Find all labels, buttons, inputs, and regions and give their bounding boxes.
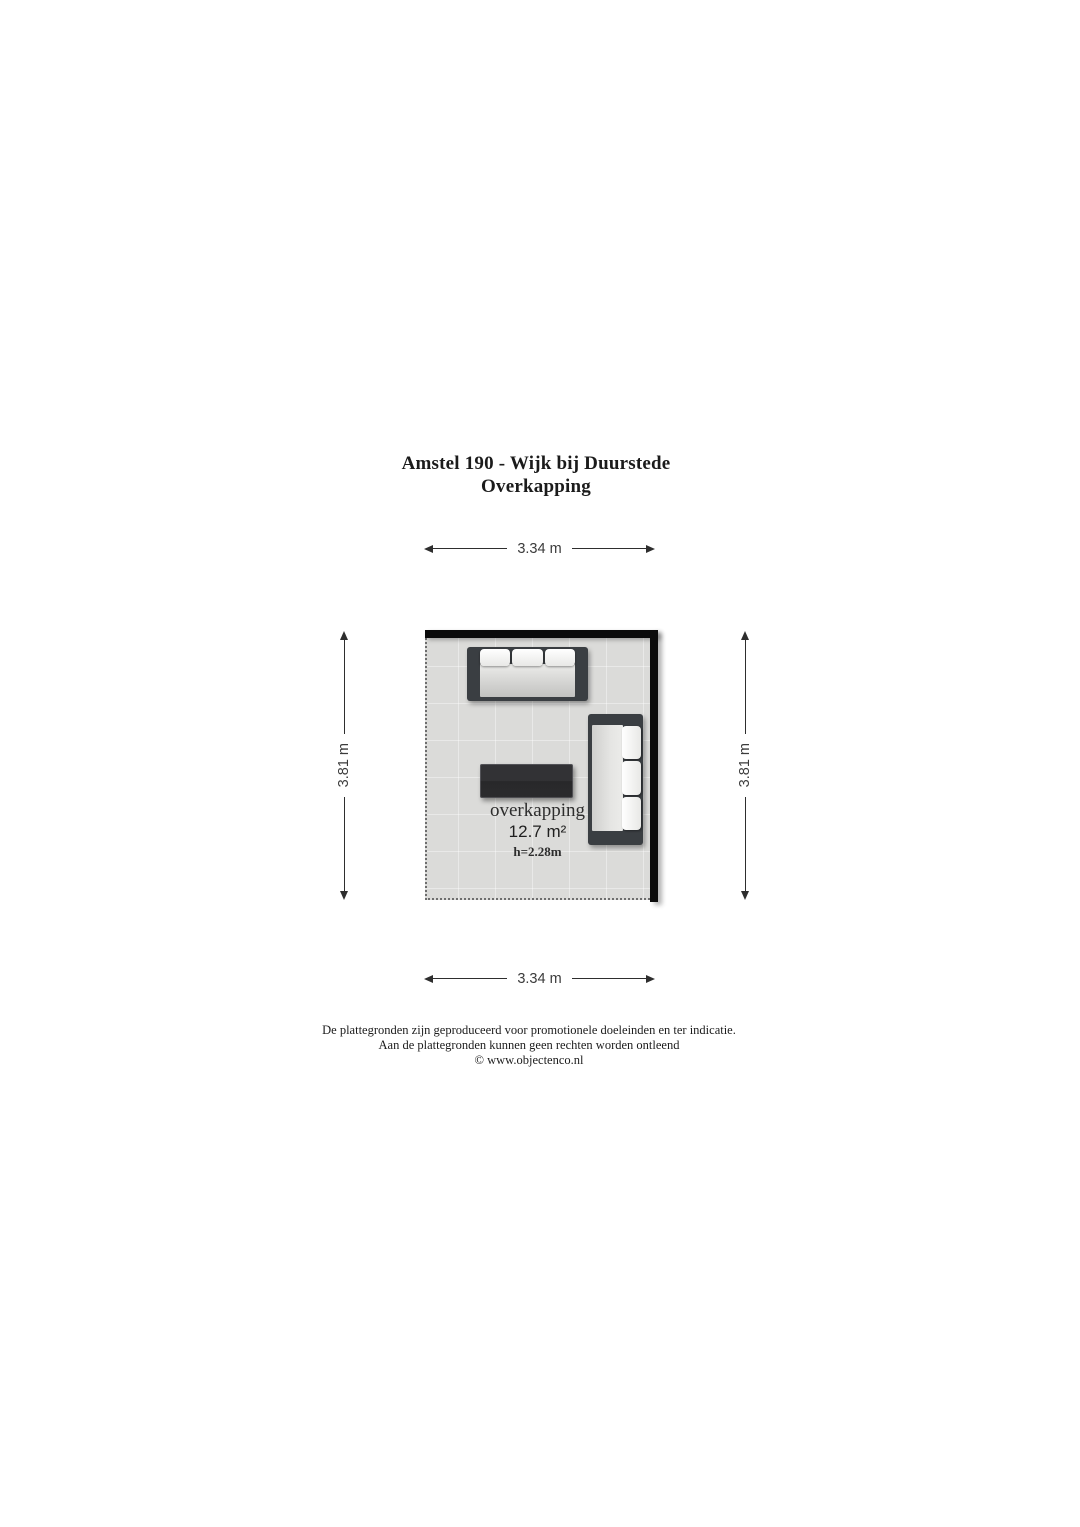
sofa-cushions xyxy=(480,649,575,666)
copyright-line: © www.objectenco.nl xyxy=(474,1053,584,1067)
page-title xyxy=(236,452,836,498)
room-overkapping xyxy=(425,630,658,902)
dimension-line xyxy=(344,640,345,734)
sofa-cushion xyxy=(545,649,575,666)
dimension-left xyxy=(337,631,351,900)
title-floor-name: Overkapping xyxy=(481,476,591,497)
room-area: 12.7 m² xyxy=(508,822,567,841)
dimension-arrowhead-down-icon xyxy=(741,891,749,900)
dimension-arrowhead-up-icon xyxy=(340,631,348,640)
dimension-arrowhead-left-icon xyxy=(424,545,433,553)
sofa-cushion xyxy=(622,726,641,759)
sofa-cushion xyxy=(480,649,510,666)
room-label xyxy=(425,800,650,861)
sofa-cushion xyxy=(512,649,542,666)
disclaimer-line-2: Aan de plattegronden kunnen geen rechten worden ontleend xyxy=(378,1038,680,1052)
dimension-bottom xyxy=(424,971,655,986)
dimension-arrowhead-right-icon xyxy=(646,545,655,553)
dimension-line xyxy=(745,640,746,734)
dimension-line xyxy=(572,548,646,549)
dimension-right xyxy=(738,631,752,900)
wall-top xyxy=(425,630,658,638)
disclaimer xyxy=(139,1023,919,1068)
dimension-top-label: 3.34 m xyxy=(517,540,562,557)
dimension-line xyxy=(572,978,646,979)
wall-right xyxy=(650,630,658,902)
dimension-bottom-label: 3.34 m xyxy=(517,970,562,987)
sofa-cushion xyxy=(622,761,641,794)
dimension-line xyxy=(745,797,746,891)
dimension-left-label: 3.81 m xyxy=(336,743,352,788)
dimension-top xyxy=(424,541,655,556)
room-ceiling-height: h=2.28m xyxy=(513,844,562,859)
dimension-line xyxy=(433,978,507,979)
sofa-seat xyxy=(480,664,575,697)
disclaimer-line-1: De plattegronden zijn geproduceerd voor promotionele doeleinden en ter indicatie. xyxy=(322,1023,736,1037)
coffee-table xyxy=(480,764,573,798)
dimension-arrowhead-right-icon xyxy=(646,975,655,983)
room-name: overkapping xyxy=(490,800,585,821)
dimension-arrowhead-down-icon xyxy=(340,891,348,900)
dimension-arrowhead-left-icon xyxy=(424,975,433,983)
dimension-arrowhead-up-icon xyxy=(741,631,749,640)
dimension-line xyxy=(344,797,345,891)
dimension-line xyxy=(433,548,507,549)
title-address: Amstel 190 - Wijk bij Duurstede xyxy=(401,453,671,474)
sofa-top xyxy=(467,647,588,701)
dimension-right-label: 3.81 m xyxy=(737,743,753,788)
